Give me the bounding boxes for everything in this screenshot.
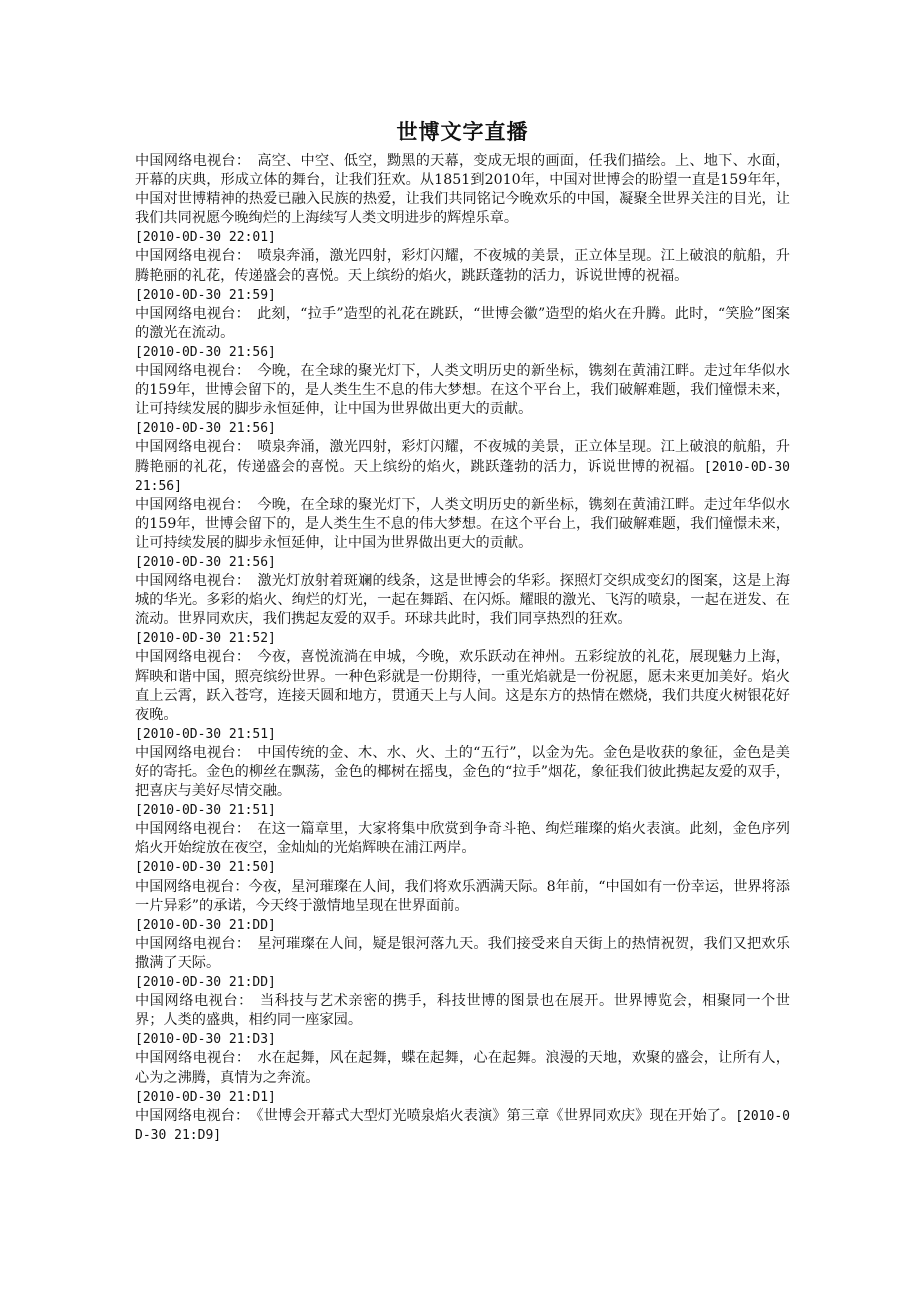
feed-entry [135, 1107, 790, 1145]
entry-text: 今夜，星河璀璨在人间，我们将欢乐洒满天际。8年前，“中国如有一份幸运，世界将添一片异彩”的承诺，今天终于激情地呈现在世界面前。 [135, 878, 790, 914]
entry-timestamp: [2010-0D-30 21:51] [135, 803, 276, 819]
entry-speaker: 中国网络电视台： [135, 305, 250, 322]
timestamp-line [135, 228, 790, 247]
entry-timestamp: [2010-0D-30 21:D1] [135, 1089, 276, 1105]
entry-text: 高空、中空、低空，黝黑的天幕，变成无垠的画面，任我们描绘。上、地下、水面，开幕的庆典，形成立体的舞台，让我们狂欢。从1851到2010年，中国对世博会的盼望一直是159年年，中国对世博精神的热爱已融入民族的热爱，让我们共同铭记今晚欢乐的中国，凝聚全世界关注的目光，让我们共同祝愿今晚绚烂的上海续写人类文明进步的辉煌乐章。 [135, 153, 790, 227]
entry-text: 今晚，在全球的聚光灯下，人类文明历史的新坐标，镌刻在黄浦江畔。走过年华似水的159年，世博会留下的，是人类生生不息的伟大梦想。在这个平台上，我们破解难题，我们憧憬未来，让可持续发展的脚步永恒延伸，让中国为世界做出更大的贡献。 [135, 363, 790, 418]
timestamp-line [135, 419, 790, 438]
entry-timestamp: [2010-0D-30 21:56] [135, 554, 276, 570]
entry-timestamp: [2010-0D-30 21:D3] [135, 1032, 276, 1048]
entry-text: 此刻，“拉手”造型的礼花在跳跃，“世博会徽”造型的焰火在升腾。此时，“笑脸”图案的激光在流动。 [135, 305, 790, 341]
document-title: 世博文字直播 [396, 120, 529, 144]
entry-text: 今夜，喜悦流淌在申城，今晚，欢乐跃动在神州。五彩绽放的礼花，展现魅力上海，辉映和谐中国，照亮缤纷世界。一种色彩就是一份期待，一重光焰就是一份祝愿，愿未来更加美好。焰火直上云霄，跃入苍穹，连接天圆和地方，贯通天上与人间。这是东方的热情在燃烧，我们共度火树银花好夜晚。 [135, 649, 790, 723]
entry-text: 星河璀璨在人间，疑是银河落九天。我们接受来自天街上的热情祝贺，我们又把欢乐撒满了天际。 [135, 935, 790, 971]
feed-entry [135, 992, 790, 1030]
feed-entry [135, 744, 790, 801]
feed-entry [135, 1049, 790, 1087]
entry-speaker: 中国网络电视台： [135, 573, 251, 590]
entry-speaker: 中国网络电视台： [135, 649, 251, 666]
entry-timestamp: [2010-0D-30 21:DD] [135, 917, 276, 933]
live-feed [135, 152, 790, 1145]
entry-speaker: 中国网络电视台： [135, 496, 251, 513]
feed-entry [135, 572, 790, 629]
entry-text: 今晚，在全球的聚光灯下，人类文明历史的新坐标，镌刻在黄浦江畔。走过年华似水的159年，世博会留下的，是人类生生不息的伟大梦想。在这个平台上，我们破解难题，我们憧憬未来，让可持续发展的脚步永恒延伸，让中国为世界做出更大的贡献。 [135, 496, 790, 551]
entry-speaker: 中国网络电视台： [135, 439, 251, 456]
timestamp-line [135, 916, 790, 935]
timestamp-line [135, 858, 790, 877]
entry-speaker: 中国网络电视台： [135, 363, 251, 380]
entry-text: 在这一篇章里，大家将集中欣赏到争奇斗艳、绚烂璀璨的焰火表演。此刻，金色序列焰火开始绽放在夜空，金灿灿的光焰辉映在浦江两岸。 [135, 821, 790, 857]
feed-entry [135, 878, 790, 916]
timestamp-line [135, 1030, 790, 1049]
entry-timestamp: [2010-0D-30 21:51] [135, 726, 276, 742]
timestamp-line [135, 973, 790, 992]
entry-timestamp: [2010-0D-30 21:59] [135, 287, 276, 303]
entry-speaker: 中国网络电视台： [135, 1050, 251, 1067]
timestamp-line [135, 629, 790, 648]
feed-entry [135, 496, 790, 553]
entry-timestamp: [2010-0D-30 21:DD] [135, 975, 276, 991]
feed-entry [135, 305, 790, 343]
entry-speaker: 中国网络电视台： [135, 821, 251, 838]
entry-timestamp: [2010-0D-30 21:56] [135, 459, 790, 494]
entry-speaker: 中国网络电视台： [135, 744, 251, 761]
entry-speaker: 中国网络电视台： [135, 153, 251, 169]
entry-speaker: 中国网络电视台： [135, 248, 251, 265]
timestamp-line [135, 801, 790, 820]
entry-speaker: 中国网络电视台： [135, 878, 249, 895]
entry-speaker: 中国网络电视台： [135, 935, 251, 952]
entry-text: 喷泉奔涌，激光四射，彩灯闪耀，不夜城的美景，正立体呈现。江上破浪的航船，升腾艳丽的礼花，传递盛会的喜悦。天上缤纷的焰火，跳跃蓬勃的活力，诉说世博的祝福。 [135, 439, 790, 475]
feed-entry [135, 648, 790, 724]
timestamp-line [135, 725, 790, 744]
timestamp-line [135, 553, 790, 572]
entry-text: 喷泉奔涌，激光四射，彩灯闪耀，不夜城的美景，正立体呈现。江上破浪的航船，升腾艳丽的礼花，传递盛会的喜悦。天上缤纷的焰火，跳跃蓬勃的活力，诉说世博的祝福。 [135, 248, 790, 284]
entry-timestamp: [2010-0D-30 21:56] [135, 421, 276, 437]
feed-entry [135, 152, 790, 228]
entry-timestamp: [2010-0D-30 21:D9] [135, 1108, 790, 1143]
timestamp-line [135, 286, 790, 305]
entry-timestamp: [2010-0D-30 21:56] [135, 344, 276, 360]
entry-speaker: 中国网络电视台： [135, 993, 253, 1010]
entry-timestamp: [2010-0D-30 21:52] [135, 631, 276, 647]
entry-text: 中国传统的金、木、水、火、土的“五行”，以金为先。金色是收获的象征，金色是美好的寄托。金色的柳丝在飘荡，金色的椰树在摇曳，金色的“拉手”烟花，象征我们彼此携起友爱的双手，把喜庆与美好尽情交融。 [135, 744, 790, 800]
feed-entry [135, 362, 790, 419]
feed-entry [135, 820, 790, 858]
feed-entry [135, 247, 790, 285]
timestamp-line [135, 343, 790, 362]
feed-entry [135, 438, 790, 495]
entry-text: 《世博会开幕式大型灯光喷泉焰火表演》第三章《世界同欢庆》现在开始了。 [256, 1107, 736, 1124]
entry-text: 水在起舞，风在起舞，蝶在起舞，心在起舞。浪漫的天地，欢聚的盛会，让所有人，心为之沸腾，真情为之奔流。 [135, 1050, 790, 1086]
entry-timestamp: [2010-0D-30 21:50] [135, 860, 276, 876]
entry-speaker: 中国网络电视台： [135, 1107, 250, 1124]
entry-text: 当科技与艺术亲密的携手，科技世博的图景也在展开。世界博览会，相聚同一个世界；人类的盛典，相约同一座家园。 [135, 993, 790, 1029]
feed-entry [135, 935, 790, 973]
entry-text: 激光灯放射着斑斓的线条，这是世博会的华彩。探照灯交织成变幻的图案，这是上海城的华光。多彩的焰火、绚烂的灯光，一起在舞蹈、在闪烁。耀眼的激光、飞泻的喷泉，一起在迸发、在流动。世界同欢庆，我们携起友爱的双手。环球共此时，我们同享热烈的狂欢。 [135, 573, 790, 628]
timestamp-line [135, 1088, 790, 1107]
document-page [135, 118, 790, 1145]
entry-timestamp: [2010-0D-30 22:01] [135, 230, 276, 246]
